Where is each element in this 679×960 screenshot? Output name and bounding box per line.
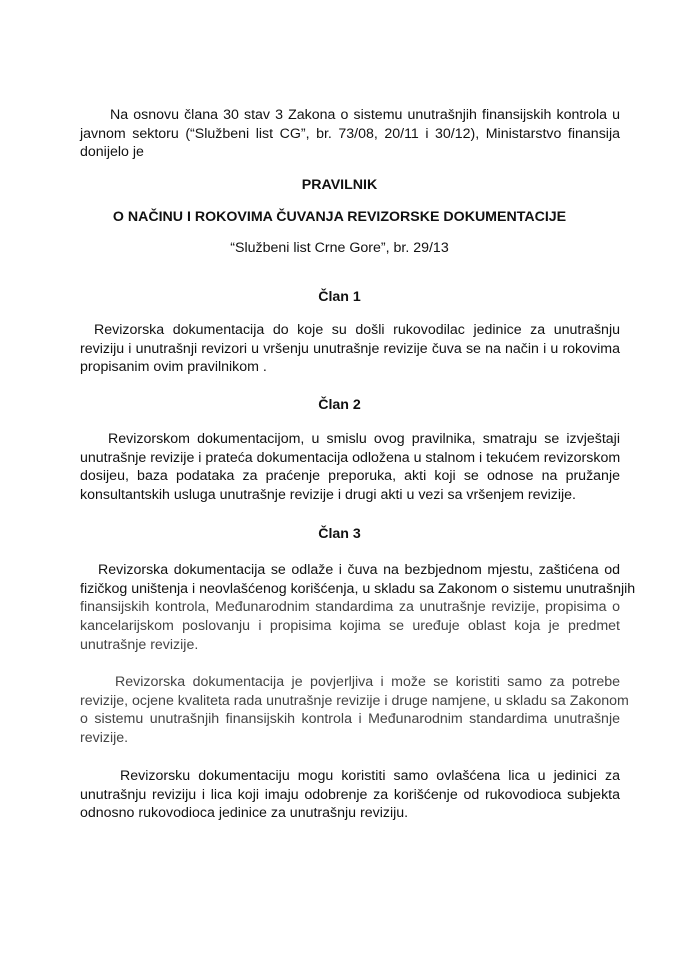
- article-paragraph: [80, 561, 636, 654]
- text-line: revizije, ocjene kvaliteta rada unutrašnje revizije i druge namjene, u skladu sa Zakonom: [80, 692, 629, 709]
- text-line: Revizorskom dokumentacijom, u smislu ovog pravilnika, smatraju se izvještaji: [108, 431, 620, 447]
- article-heading: Član 2: [318, 397, 361, 413]
- article-heading: Član 1: [318, 289, 361, 305]
- text-line: unutrašnje revizije.: [80, 636, 199, 653]
- text-line: propisanim ovim pravilnikom .: [80, 359, 267, 376]
- text-line: kancelarijskom poslovanju i propisima kojima se uređuje oblast koja je predmet: [80, 618, 620, 635]
- document-subtitle: O NAČINU I ROKOVIMA ČUVANJA REVIZORSKE DOKUMENTACIJE: [112, 209, 567, 225]
- article-paragraph: [80, 430, 620, 505]
- article-paragraph: [80, 673, 629, 748]
- text-line: unutrašnju reviziju i lica koji imaju odobrenje za korišćenje od rukovodioca subjekta: [80, 786, 620, 803]
- document-title: PRAVILNIK: [301, 177, 378, 193]
- text-line: o sistemu unutrašnjih finansijskih kontrola i Međunarodnim standardima unutrašnje: [80, 711, 620, 728]
- article-heading: Član 3: [318, 526, 361, 542]
- text-line: javnom sektoru (“Službeni list CG”, br. 73/08, 20/11 i 30/12), Ministarstvo finansija: [80, 125, 620, 142]
- text-line: Na osnovu člana 30 stav 3 Zakona o sistemu unutrašnjih finansijskih kontrola u: [110, 107, 620, 123]
- gazette-reference: “Službeni list Crne Gore”, br. 29/13: [230, 240, 449, 256]
- text-line: fizičkog uništenja i neovlašćenog korišćenja, u skladu sa Zakonom o sistemu unutrašnjih: [80, 580, 636, 597]
- text-line: dosijeu, baza podataka za praćenje preporuka, akti koji se odnose na pružanje: [80, 468, 620, 485]
- text-line: konsultantskih usluga unutrašnje revizije i drugi akti u vezi sa vršenjem revizije.: [80, 487, 577, 504]
- text-line: donijelo je: [80, 144, 144, 161]
- text-line: Revizorsku dokumentaciju mogu koristiti samo ovlašćena lica u jedinici za: [120, 768, 620, 784]
- text-line: Revizorska dokumentacija je povjerljiva i može se koristiti samo za potrebe: [115, 674, 620, 690]
- text-line: finansijskih kontrola, Međunarodnim standardima za unutrašnje revizije, propisima o: [80, 599, 620, 616]
- article-paragraph: [80, 321, 620, 377]
- article-paragraph: [80, 767, 620, 823]
- text-line: unutrašnje revizije i prateća dokumentacija odložena u stalnom i tekućem revizorskom: [80, 449, 621, 466]
- intro-paragraph: [80, 106, 620, 162]
- text-line: reviziju i unutrašnji revizori u vršenju unutrašnje revizije čuva se na način i u rokovima: [80, 340, 620, 357]
- text-line: revizije.: [80, 730, 129, 747]
- text-line: odnosno rukovodioca jedinice za unutrašnju reviziju.: [80, 805, 409, 822]
- text-line: Revizorska dokumentacija do koje su došli rukovodilac jedinice za unutrašnju: [94, 322, 620, 338]
- text-line: Revizorska dokumentacija se odlaže i čuva na bezbjednom mjestu, zaštićena od: [98, 562, 620, 578]
